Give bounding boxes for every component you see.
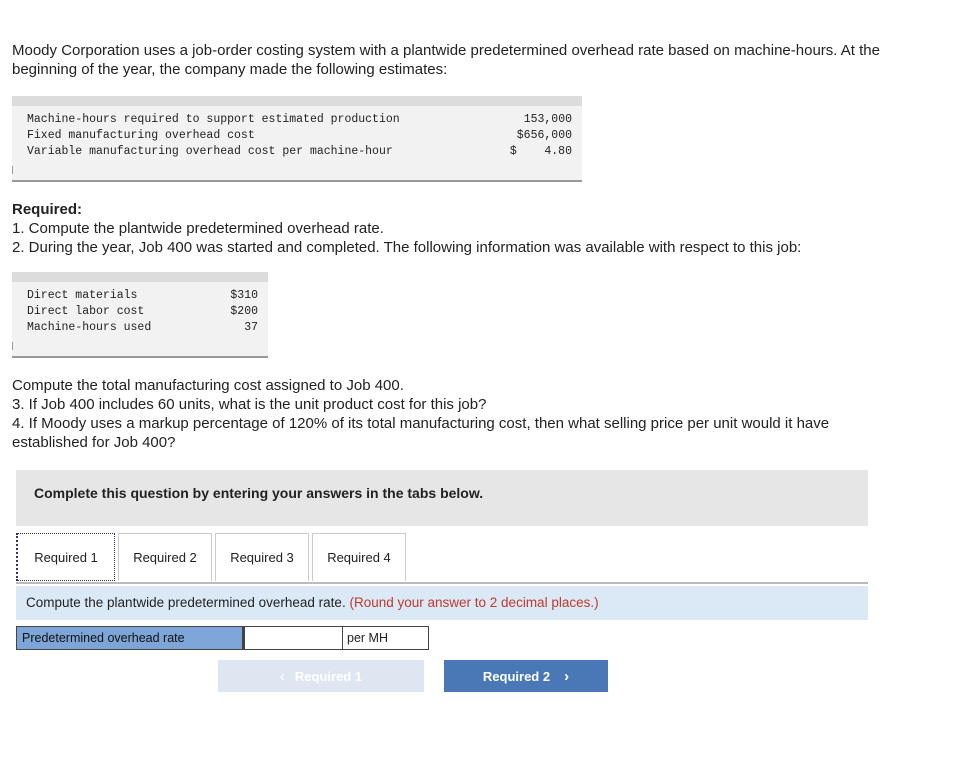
chevron-left-icon: ‹ [279,667,285,685]
job-data-table [12,272,268,358]
previous-button-label: Required 1 [294,668,363,684]
instruction-hint: (Round your answer to 2 decimal places.) [349,595,599,610]
job-data-row [12,304,268,320]
tab-required-3[interactable]: Required 3 [215,533,309,581]
question-4-line-2: established for Job 400? [12,434,176,451]
overhead-rate-input[interactable] [243,626,343,650]
table-divider [12,166,13,174]
required-item-1: 1. Compute the plantwide predetermined overhead rate. [12,220,384,237]
chevron-right-icon: › [564,667,570,685]
question-2b: Compute the total manufacturing cost assigned to Job 400. [12,377,404,394]
answer-unit: per MH [343,626,429,650]
job-data-value: $310 [230,289,258,302]
estimate-label: Variable manufacturing overhead cost per machine-hour [27,145,393,158]
instructions-banner [16,470,868,526]
question-3: 3. If Job 400 includes 60 units, what is the unit product cost for this job? [12,396,487,413]
estimates-row [12,144,582,160]
table-divider [12,342,13,350]
next-button[interactable] [444,660,608,692]
required-item-2: 2. During the year, Job 400 was started and completed. The following information was available with respect to this job: [12,239,802,256]
estimates-table [12,96,582,182]
next-button-label: Required 2 [482,668,551,684]
job-data-value: 37 [244,321,258,334]
previous-button[interactable] [218,660,424,692]
estimate-value: 153,000 [523,113,572,126]
required-section [12,200,942,257]
estimates-row [12,128,582,144]
answer-label: Predetermined overhead rate [16,626,243,650]
estimates-row [12,112,582,128]
tab-required-1[interactable]: Required 1 [16,533,115,581]
estimate-label: Fixed manufacturing overhead cost [27,129,255,142]
job-data-row [12,320,268,336]
job-data-label: Direct labor cost [27,305,145,318]
estimate-value: $656,000 [516,129,572,142]
job-data-label: Direct materials [27,289,138,302]
job-data-row [12,288,268,304]
estimate-label: Machine-hours required to support estimated production [27,113,400,126]
estimate-value: $ 4.80 [509,145,572,158]
answer-row [16,626,429,650]
banner-text: Complete this question by entering your answers in the tabs below. [34,485,484,501]
tab-bar [16,533,409,583]
tab-divider [16,582,868,584]
intro-line-2: beginning of the year, the company made the following estimates: [12,61,448,78]
tab-required-2[interactable]: Required 2 [118,533,212,581]
job-data-value: $200 [230,305,258,318]
intro-line-1: Moody Corporation uses a job-order costing system with a plantwide predetermined overhead rate based on machine-hours. At the [12,42,880,59]
tab-required-4[interactable]: Required 4 [312,533,406,581]
question-4-line-1: 4. If Moody uses a markup percentage of 120% of its total manufacturing cost, then what selling price per unit would it have [12,415,830,432]
instruction-text: Compute the plantwide predetermined overhead rate. [26,595,346,610]
intro-text [12,41,942,79]
job-data-label: Machine-hours used [27,321,152,334]
instruction-bar [16,586,868,620]
required-heading: Required: [12,201,83,218]
questions-section [12,376,942,452]
